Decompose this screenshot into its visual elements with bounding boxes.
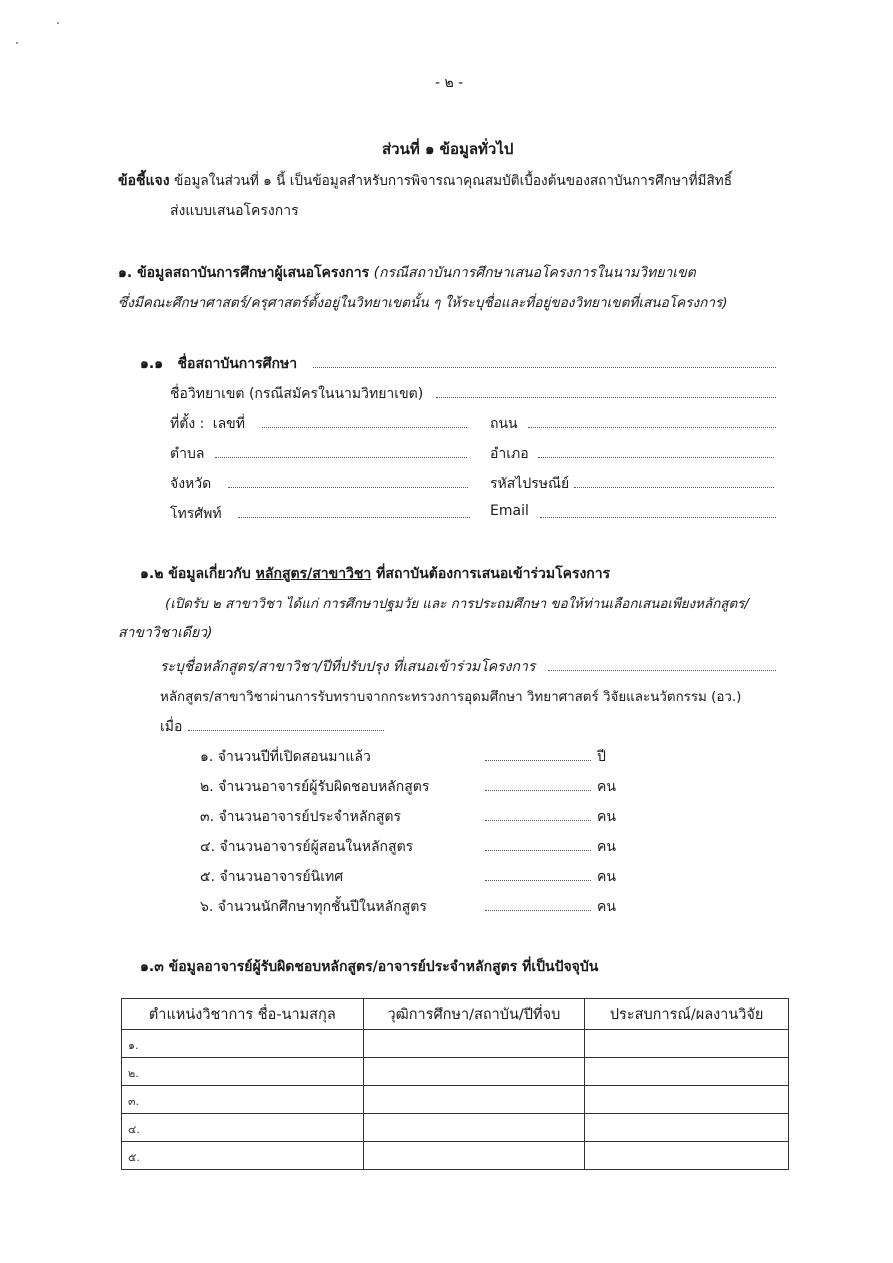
section-1-2-note-line-2: สาขาวิชาเดียว) [118,625,213,641]
stat-item-field[interactable] [485,850,591,851]
table-header-row [122,999,789,1030]
stat-item-unit: คน [597,869,616,885]
campus-name-label: ชื่อวิทยาเขต (กรณีสมัครในนามวิทยาเขต) [170,386,424,402]
section-1-heading-line [118,262,696,284]
explanation-line-2: ส่งแบบเสนอโครงการ [170,203,299,219]
stat-item-unit: คน [597,839,616,855]
section-1-note-line-2: ซึ่งมีคณะศึกษาศาสตร์/ครุศาสตร์ตั้งอยู่ในวิทยาเขตนั้น ๆ ให้ระบุชื่อและที่อยู่ของวิทยาเขตที่เสนอโครงการ) [118,295,728,311]
stat-item-label: ๖. จำนวนนักศึกษาทุกชั้นปีในหลักสูตร [200,899,427,915]
institution-name-field[interactable] [313,367,776,368]
location-label: ที่ตั้ง : [170,416,205,432]
table-cell-name[interactable]: ๑. [122,1030,364,1058]
section-1-2-heading-suffix: ที่สถาบันต้องการเสนอเข้าร่วมโครงการ [376,566,611,582]
road-field[interactable] [528,427,776,428]
scan-speck [16,42,18,44]
table-header-name: ตำแหน่งวิชาการ ชื่อ-นามสกุล [122,999,364,1030]
table-cell-experience[interactable] [585,1114,789,1142]
email-label: Email [490,503,529,519]
table-cell-education[interactable] [363,1142,585,1170]
phone-field[interactable] [238,517,470,518]
stat-item-label: ๕. จำนวนอาจารย์นิเทศ [200,869,344,885]
institution-name-label: ชื่อสถาบันการศึกษา [177,356,298,372]
section-1-2-heading-prefix: ๑.๒ ข้อมูลเกี่ยวกับ [140,566,251,582]
part-title: ส่วนที่ ๑ ข้อมูลทั่วไป [382,140,514,158]
specify-program-label: ระบุชื่อหลักสูตร/สาขาวิชา/ปีที่ปรับปรุง ที่เสนอเข้าร่วมโครงการ [160,659,536,675]
faculty-table [121,998,789,1170]
table-row [122,1142,789,1170]
campus-name-field[interactable] [436,397,776,398]
section-1-3-heading: ๑.๓ ข้อมูลอาจารย์ผู้รับผิดชอบหลักสูตร/อาจารย์ประจำหลักสูตร ที่เป็นปัจจุบัน [140,959,599,975]
stat-item-unit: คน [597,779,616,795]
section-1-2-heading-underlined: หลักสูตร/สาขาวิชา [255,566,372,582]
table-cell-education[interactable] [363,1030,585,1058]
house-number-field[interactable] [262,427,467,428]
province-label: จังหวัด [170,476,212,492]
phone-label: โทรศัพท์ [170,506,222,522]
section-1-2-heading [140,563,610,585]
stat-item-label: ๑. จำนวนปีที่เปิดสอนมาแล้ว [200,749,371,765]
stat-item-field[interactable] [485,760,591,761]
stat-item-field[interactable] [485,820,591,821]
postcode-label: รหัสไปรษณีย์ [490,476,570,492]
table-cell-experience[interactable] [585,1086,789,1114]
stat-item-label: ๒. จำนวนอาจารย์ผู้รับผิดชอบหลักสูตร [200,779,430,795]
table-cell-name[interactable]: ๔. [122,1114,364,1142]
table-cell-name[interactable]: ๕. [122,1142,364,1170]
house-number-label: เลขที่ [212,416,245,432]
table-cell-experience[interactable] [585,1058,789,1086]
table-cell-experience[interactable] [585,1142,789,1170]
stat-item-unit: คน [597,809,616,825]
stat-item-label: ๓. จำนวนอาจารย์ประจำหลักสูตร [200,809,402,825]
explanation-text: ข้อมูลในส่วนที่ ๑ นี้ เป็นข้อมูลสำหรับการพิจารณาคุณสมบัติเบื้องต้นของสถาบันการศึกษาที่มีสิทธิ์ [174,173,733,189]
table-cell-experience[interactable] [585,1030,789,1058]
table-cell-education[interactable] [363,1114,585,1142]
approval-date-field[interactable] [188,730,384,731]
table-cell-name[interactable]: ๓. [122,1086,364,1114]
scan-speck [57,22,59,24]
section-1-heading: ๑. ข้อมูลสถาบันการศึกษาผู้เสนอโครงการ [118,265,370,281]
table-row [122,1114,789,1142]
email-field[interactable] [540,517,776,518]
stat-item-unit: คน [597,899,616,915]
postcode-field[interactable] [574,487,774,488]
province-field[interactable] [228,487,468,488]
subdistrict-label: ตำบล [170,446,205,462]
approval-text: หลักสูตร/สาขาวิชาผ่านการรับทราบจากกระทรวงการอุดมศึกษา วิทยาศาสตร์ วิจัยและนวัตกรรม (อว.) [160,690,742,705]
table-row [122,1030,789,1058]
table-cell-name[interactable]: ๒. [122,1058,364,1086]
table-header-education: วุฒิการศึกษา/สถาบัน/ปีที่จบ [363,999,585,1030]
institution-name-row [140,353,297,375]
stat-item-field[interactable] [485,790,591,791]
subdistrict-field[interactable] [215,457,467,458]
page-number: - ๒ - [435,75,464,91]
approval-date-label: เมื่อ [160,719,183,735]
section-1-note: (กรณีสถาบันการศึกษาเสนอโครงการในนามวิทยาเขต [373,265,696,281]
district-label: อำเภอ [490,446,529,462]
explanation-line-1 [118,169,732,192]
road-label: ถนน [490,416,518,432]
stat-item-unit: ปี [597,749,606,765]
stat-item-field[interactable] [485,910,591,911]
stat-item-field[interactable] [485,880,591,881]
specify-program-field[interactable] [548,670,776,671]
table-header-experience: ประสบการณ์/ผลงานวิจัย [585,999,789,1030]
table-cell-education[interactable] [363,1058,585,1086]
table-row [122,1086,789,1114]
table-cell-education[interactable] [363,1086,585,1114]
location-row [170,413,245,435]
section-1-2-note-line-1: (เปิดรับ ๒ สาขาวิชา ได้แก่ การศึกษาปฐมวัย และ การประถมศึกษา ขอให้ท่านเลือกเสนอเพียงหลักสูตร/ [165,597,749,612]
district-field[interactable] [538,457,774,458]
stat-item-label: ๔. จำนวนอาจารย์ผู้สอนในหลักสูตร [200,839,414,855]
section-1-1-number: ๑.๑ [140,356,164,372]
table-row [122,1058,789,1086]
explanation-label: ข้อชี้แจง [118,173,170,189]
